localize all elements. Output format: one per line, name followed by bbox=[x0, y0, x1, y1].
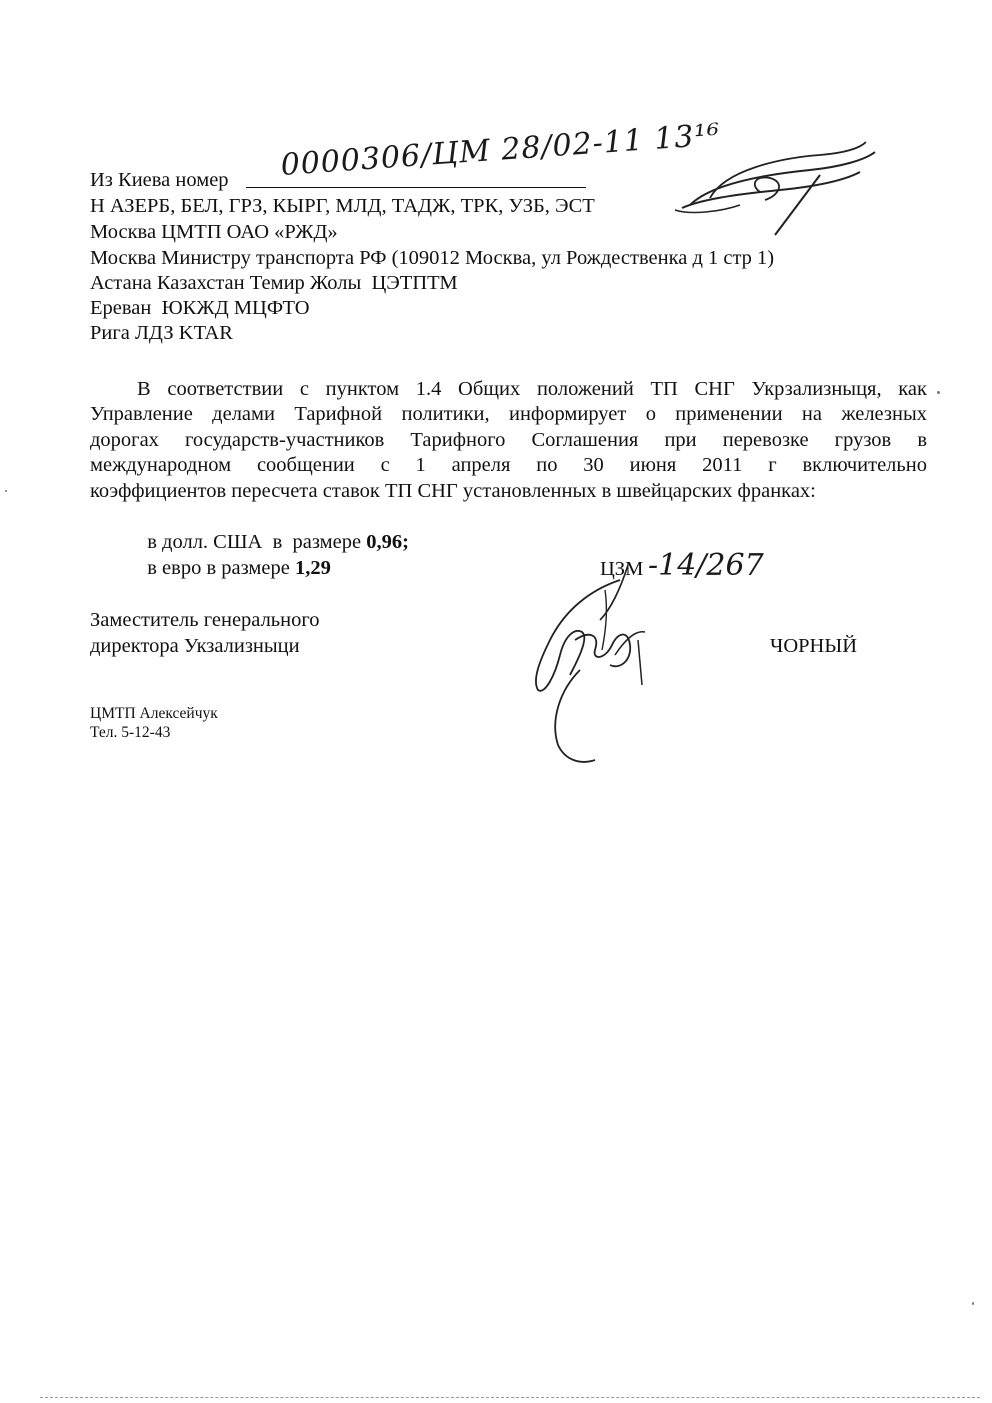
eur-rate-line bbox=[137, 531, 331, 581]
eur-rate-value: 1,29 bbox=[294, 557, 331, 579]
scan-edge-line bbox=[40, 1397, 980, 1398]
scan-speck bbox=[5, 490, 7, 492]
eur-rate-label: в евро в размере bbox=[147, 557, 290, 579]
stamp-handwritten: -14/267 bbox=[648, 548, 764, 583]
paragraph-line: Управление делами Тарифной политики, информирует о применении на железных bbox=[90, 403, 927, 425]
paragraph-line: коэффициентов пересчета ставок ТП СНГ установленных в швейцарских франках: bbox=[90, 480, 816, 502]
paragraph-line: международном сообщении с 1 апреля по 30 июня 2011 г включительно bbox=[90, 454, 927, 476]
addressee-line: Москва Министру транспорта РФ (109012 Москва, ул Рождественка д 1 стр 1) bbox=[90, 247, 775, 269]
addressee-line: Ереван ЮКЖД МЦФТО bbox=[90, 297, 310, 319]
main-signature bbox=[520, 560, 680, 770]
contact-phone: Тел. 5-12-43 bbox=[90, 724, 171, 741]
header-signature-scribble bbox=[670, 130, 890, 240]
addressee-line: Рига ЛДЗ KTAR bbox=[90, 322, 233, 344]
addressee-line: Москва ЦМТП ОАО «РЖД» bbox=[90, 221, 338, 243]
usd-rate-value: 0,96; bbox=[366, 531, 409, 553]
paragraph-line: дорогах государств-участников Тарифного Соглашения при перевозке грузов в bbox=[90, 429, 927, 451]
usd-rate-label: в долл. США в размере bbox=[147, 531, 362, 553]
signatory-name: ЧОРНЫЙ bbox=[770, 635, 858, 657]
handwritten-registration-number: 0000306/ЦМ 28/02-11 13¹⁶ bbox=[279, 117, 722, 183]
stamp-printed: ЦЗМ bbox=[600, 558, 644, 580]
paragraph-line: В соответствии с пунктом 1.4 Общих положений ТП СНГ Укрзализныця, как bbox=[137, 378, 927, 400]
addressee-line: Астана Казахстан Темир Жолы ЦЭТПТМ bbox=[90, 272, 458, 294]
addressee-line: Н АЗЕРБ, БЕЛ, ГРЗ, КЫРГ, МЛД, ТАДЖ, ТРК, УЗБ, ЭСТ bbox=[90, 195, 595, 217]
scan-speck bbox=[972, 1302, 974, 1305]
number-underline bbox=[246, 187, 586, 188]
from-label: Из Киева номер bbox=[90, 169, 229, 191]
signatory-title-line1: Заместитель генерального bbox=[90, 609, 320, 631]
scan-speck bbox=[937, 391, 940, 394]
signatory-title-line2: директора Укзализныци bbox=[90, 635, 300, 657]
contact-person: ЦМТП Алексейчук bbox=[90, 705, 218, 722]
